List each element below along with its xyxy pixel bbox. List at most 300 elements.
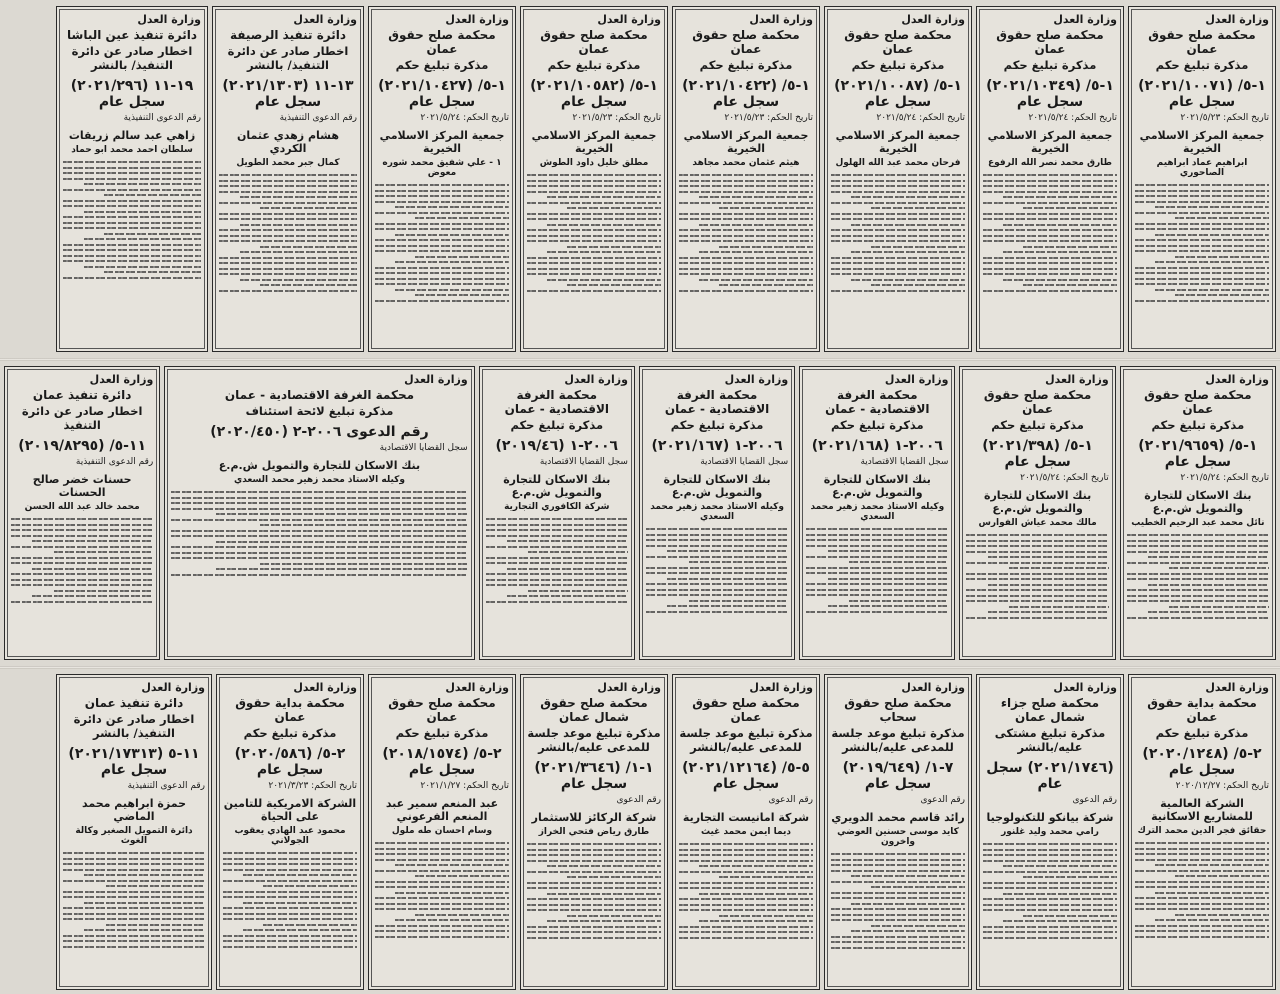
text-line: [63, 946, 205, 948]
text-line: [63, 863, 205, 865]
text-line: [983, 860, 1117, 862]
case-number: ١١-٥ (٢٠٢١/١٧٣١٣) سجل عام: [68, 746, 200, 778]
text-line: [831, 941, 965, 943]
text-line: [646, 594, 788, 596]
text-line: [240, 224, 357, 226]
legal-notice: [4, 366, 160, 660]
text-line: [216, 541, 468, 543]
ministry-name: وزارة العدل: [1053, 681, 1117, 694]
text-line: [11, 524, 153, 526]
text-line: [260, 207, 357, 209]
notice-body-text: [966, 534, 1108, 619]
party-sub: محمود عبد الهادي يعقوب الجولاني: [234, 826, 346, 846]
text-line: [527, 218, 661, 220]
text-line: [831, 919, 965, 921]
text-line: [983, 235, 1117, 237]
legal-notice: [672, 674, 820, 990]
notice-title: مذكرة تبليغ حكم: [1003, 58, 1097, 72]
text-line: [223, 852, 357, 854]
text-line: [375, 195, 509, 197]
text-line: [547, 865, 661, 867]
text-line: [547, 893, 661, 895]
party-sub: كايد موسى حسنين العوضي واخرون: [837, 827, 959, 847]
text-line: [527, 871, 661, 873]
case-number: ٢-٥/ (٢٠٢٠/٥٨٦) سجل عام: [234, 746, 346, 778]
text-line: [679, 191, 813, 193]
text-line: [1135, 881, 1269, 883]
text-line: [527, 849, 661, 851]
case-number: ٧-١/ (٢٠١٩/٦٤٩) سجل عام: [842, 760, 954, 792]
text-line: [1127, 562, 1269, 564]
text-line: [831, 290, 965, 292]
party-name: عبد المنعم سمير عبد المنعم الفرعوني: [385, 797, 499, 823]
text-line: [679, 931, 813, 933]
text-line: [63, 869, 205, 871]
text-line: [851, 930, 965, 932]
text-line: [1003, 893, 1117, 895]
party-sub: حقائق فجر الدين محمد الترك: [1137, 826, 1267, 836]
text-line: [1135, 267, 1269, 269]
text-line: [806, 534, 948, 536]
text-line: [983, 262, 1117, 264]
notice-body-text: [171, 491, 467, 576]
text-line: [219, 191, 357, 193]
legal-notice: [479, 366, 635, 660]
text-line: [679, 871, 813, 873]
party-name: الشركة الامريكية للتامين على الحياة: [223, 797, 357, 823]
ministry-name: وزارة العدل: [445, 13, 509, 26]
text-line: [1175, 256, 1269, 258]
text-line: [171, 530, 467, 532]
text-line: [63, 858, 205, 860]
text-line: [831, 229, 965, 231]
text-line: [806, 594, 948, 596]
text-line: [1135, 870, 1269, 872]
text-line: [1023, 284, 1117, 286]
text-line: [871, 886, 965, 888]
text-line: [679, 909, 813, 911]
text-line: [395, 864, 509, 866]
text-line: [988, 584, 1109, 586]
text-line: [219, 257, 357, 259]
text-line: [983, 904, 1117, 906]
text-line: [1148, 556, 1269, 558]
text-line: [699, 893, 813, 895]
case-number: ٢-٥/ (٢٠٢٠/١٢٤٨) سجل عام: [1142, 746, 1262, 778]
text-line: [54, 590, 154, 592]
notice-title: مذكرة تبليغ مشتكى عليه/بالنشر: [994, 726, 1106, 754]
party-name: بنك الاسكان للتجارة والتمويل ش.م.ع: [663, 473, 771, 499]
notice-title: مذكرة تبليغ حكم: [395, 726, 489, 740]
text-line: [223, 918, 357, 920]
text-line: [223, 896, 357, 898]
text-line: [63, 255, 201, 257]
text-line: [527, 290, 661, 292]
text-line: [699, 920, 813, 922]
text-line: [679, 849, 813, 851]
text-line: [1003, 251, 1117, 253]
text-line: [486, 584, 628, 586]
text-line: [243, 874, 357, 876]
notice-meta: رقم الدعوى: [920, 795, 965, 805]
legal-notice: [824, 674, 972, 990]
text-line: [171, 552, 467, 554]
court-name: محكمة الغرفة الاقتصادية - عمان: [504, 388, 609, 416]
party-sub: دائرة التمويل الصغير وكالة الغوث: [75, 826, 193, 846]
text-line: [567, 207, 661, 209]
legal-notice: [520, 674, 668, 990]
ministry-name: وزارة العدل: [901, 13, 965, 26]
text-line: [63, 172, 201, 174]
notice-meta: رقم الدعوى التنفيذية: [127, 781, 205, 791]
notice-body-text: [486, 518, 628, 603]
text-line: [375, 250, 509, 252]
text-line: [966, 589, 1108, 591]
text-line: [983, 898, 1117, 900]
text-line: [527, 860, 661, 862]
text-line: [375, 245, 509, 247]
text-line: [528, 590, 628, 592]
notice-title: اخطار صادر عن دائرة التنفيذ: [21, 404, 143, 432]
text-line: [679, 843, 813, 845]
notices-row-2: [0, 366, 1280, 660]
text-line: [1135, 903, 1269, 905]
notice-body-text: [1135, 842, 1269, 938]
text-line: [219, 180, 357, 182]
ministry-name: وزارة العدل: [137, 13, 201, 26]
text-line: [375, 267, 509, 269]
court-name: محكمة صلح حقوق سحاب: [844, 696, 952, 724]
text-line: [1135, 201, 1269, 203]
text-line: [223, 880, 357, 882]
text-line: [851, 196, 965, 198]
party-name: جمعية المركز الاسلامي الخيرية: [835, 129, 961, 155]
text-line: [1135, 250, 1269, 252]
text-line: [806, 528, 948, 530]
court-name: محكمة صلح حقوق عمان: [1148, 28, 1256, 56]
notice-body-text: [375, 184, 509, 302]
case-number: ١-٥/ (٢٠٢١/١٠٥٨٢) سجل عام: [530, 78, 658, 110]
legal-notice: [639, 366, 795, 660]
text-line: [983, 926, 1117, 928]
party-name: بنك الاسكان للتجارة والتمويل ش.م.ع: [1144, 489, 1252, 515]
notice-body-text: [983, 174, 1117, 292]
text-line: [395, 919, 509, 921]
text-line: [719, 284, 813, 286]
text-line: [63, 940, 205, 942]
notice-body-text: [1135, 184, 1269, 302]
party-name: جمعية المركز الاسلامي الخيرية: [683, 129, 809, 155]
notice-body-text: [11, 518, 153, 603]
text-line: [966, 534, 1108, 536]
text-line: [527, 904, 661, 906]
court-name: محكمة صلح حقوق عمان: [388, 28, 496, 56]
text-line: [831, 202, 965, 204]
case-number: ١-٥/ (٢٠٢١/٩٦٥٩) سجل عام: [1138, 438, 1258, 470]
text-line: [63, 277, 201, 279]
text-line: [1023, 876, 1117, 878]
text-line: [966, 578, 1108, 580]
text-line: [219, 273, 357, 275]
text-line: [851, 224, 965, 226]
case-number: (٢٠٢١/١٧٤٦) سجل عام: [986, 760, 1114, 792]
text-line: [219, 202, 357, 204]
text-line: [1155, 234, 1269, 236]
text-line: [679, 213, 813, 215]
notice-title: مذكرة تبليغ حكم: [1155, 726, 1249, 740]
party-name: بنك الاسكان للتجارة والتمويل ش.م.ع: [503, 473, 611, 499]
text-line: [667, 578, 788, 580]
text-line: [104, 271, 201, 273]
text-line: [11, 546, 153, 548]
text-line: [171, 502, 467, 504]
text-line: [527, 909, 661, 911]
text-line: [375, 283, 509, 285]
text-line: [63, 907, 205, 909]
text-line: [1135, 842, 1269, 844]
text-line: [983, 843, 1117, 845]
text-line: [983, 849, 1117, 851]
text-line: [646, 545, 788, 547]
text-line: [375, 228, 509, 230]
text-line: [486, 524, 628, 526]
notice-title: اخطار صادر عن دائرة التنفيذ/ بالنشر: [73, 712, 195, 740]
text-line: [375, 853, 509, 855]
text-line: [32, 540, 153, 542]
ministry-name: وزارة العدل: [445, 681, 509, 694]
notice-meta: سجل القضايا الاقتصادية: [860, 457, 949, 467]
text-line: [831, 859, 965, 861]
notice-meta: تاريخ الحكم: ٢٠٢١/٥/٢٤: [1020, 473, 1109, 483]
text-line: [828, 578, 949, 580]
text-line: [983, 931, 1117, 933]
court-name: محكمة صلح حقوق عمان: [692, 696, 800, 724]
text-line: [988, 611, 1109, 613]
text-line: [547, 224, 661, 226]
text-line: [415, 914, 509, 916]
party-sub: وكيله الاستاذ محمد زهير محمد السعدي: [233, 475, 405, 485]
party-sub: وسام احسان طه ملول: [391, 826, 493, 836]
text-line: [966, 562, 1108, 564]
court-name: دائرة تنفيذ الرصيفة: [229, 28, 347, 42]
case-number: ٥-٥/ (٢٠٢١/١٢١٦٤) سجل عام: [682, 760, 810, 792]
text-line: [719, 876, 813, 878]
text-line: [1127, 600, 1269, 602]
party-sub: ديما ايمن محمد غيث: [700, 827, 792, 837]
notice-meta: تاريخ الحكم: ٢٠٢١/٥/٢٤: [876, 113, 965, 123]
text-line: [983, 268, 1117, 270]
text-line: [527, 843, 661, 845]
legal-notice: [56, 674, 212, 990]
text-line: [63, 244, 201, 246]
ministry-name: وزارة العدل: [1045, 373, 1109, 386]
text-line: [375, 272, 509, 274]
legal-notice: [212, 6, 364, 352]
text-line: [1169, 567, 1269, 569]
party-sub: وكيله الاستاذ محمد زهير محمد السعدي: [650, 502, 784, 522]
notice-meta: رقم الدعوى التنفيذية: [123, 113, 201, 123]
text-line: [831, 892, 965, 894]
text-line: [547, 920, 661, 922]
text-line: [63, 161, 201, 163]
text-line: [679, 235, 813, 237]
ministry-name: وزارة العدل: [884, 373, 949, 386]
text-line: [486, 601, 628, 603]
text-line: [171, 491, 467, 493]
text-line: [219, 174, 357, 176]
text-line: [983, 290, 1117, 292]
text-line: [831, 897, 965, 899]
text-line: [415, 875, 509, 877]
text-line: [223, 940, 357, 942]
text-line: [415, 294, 509, 296]
text-line: [527, 926, 661, 928]
text-line: [851, 875, 965, 877]
text-line: [679, 240, 813, 242]
text-line: [1127, 545, 1269, 547]
text-line: [983, 909, 1117, 911]
notice-meta: سجل القضايا الاقتصادية: [379, 443, 468, 453]
court-name: محكمة صلح حقوق عمان: [983, 388, 1092, 416]
text-line: [171, 535, 467, 537]
party-name: شركة الركائز للاستثمار: [531, 811, 657, 824]
party-sub: طارق محمد نصر الله الرفوع: [987, 158, 1113, 168]
text-line: [1135, 223, 1269, 225]
text-line: [567, 876, 661, 878]
text-line: [375, 886, 509, 888]
text-line: [84, 929, 205, 931]
text-line: [871, 207, 965, 209]
text-line: [32, 568, 153, 570]
text-line: [486, 535, 628, 537]
text-line: [527, 882, 661, 884]
text-line: [63, 189, 201, 191]
text-line: [527, 268, 661, 270]
text-line: [84, 238, 201, 240]
text-line: [849, 600, 949, 602]
text-line: [831, 870, 965, 872]
text-line: [646, 611, 788, 613]
text-line: [1003, 196, 1117, 198]
text-line: [679, 229, 813, 231]
legal-notice: [1128, 674, 1276, 990]
ministry-name: وزارة العدل: [293, 13, 357, 26]
text-line: [1155, 206, 1269, 208]
case-number: ١-١/ (٢٠٢١/٣٦٤٦) سجل عام: [534, 760, 654, 792]
case-number: ١-٥/ (٢٠٢١/١٠٠٨٧) سجل عام: [834, 78, 962, 110]
text-line: [11, 562, 153, 564]
text-line: [983, 871, 1117, 873]
text-line: [223, 946, 357, 948]
ministry-name: وزارة العدل: [1205, 681, 1269, 694]
text-line: [375, 870, 509, 872]
text-line: [1127, 578, 1269, 580]
case-number: ٢-٥/ (٢٠١٨/١٥٧٤) سجل عام: [382, 746, 502, 778]
text-line: [375, 212, 509, 214]
case-number: ١-٥/ (٢٠٢١/١٠٠٧١) سجل عام: [1138, 78, 1266, 110]
notice-meta: تاريخ الحكم: ٢٠٢٠/١٢/٢٧: [1175, 781, 1269, 791]
text-line: [395, 892, 509, 894]
case-number: ٢٠٠٦-١ (٢٠١٩/٤٦): [495, 438, 619, 454]
text-line: [831, 174, 965, 176]
text-line: [11, 579, 153, 581]
text-line: [1023, 246, 1117, 248]
text-line: [375, 925, 509, 927]
notice-meta: رقم الدعوى: [1072, 795, 1117, 805]
text-line: [1148, 584, 1269, 586]
ministry-name: وزارة العدل: [141, 681, 205, 694]
court-name: محكمة صلح حقوق عمان: [844, 28, 952, 56]
text-line: [216, 568, 468, 570]
text-line: [63, 167, 201, 169]
notice-meta: تاريخ الحكم: ٢٠٢١/٥/٢٣: [1180, 113, 1269, 123]
text-line: [219, 213, 357, 215]
notice-title: اخطار صادر عن دائرة التنفيذ/ بالنشر: [227, 44, 349, 72]
party-name: بنك الاسكان للتجارة والتمويل ش.م.ع: [983, 489, 1092, 515]
text-line: [1127, 589, 1269, 591]
ministry-name: وزارة العدل: [749, 681, 813, 694]
text-line: [375, 223, 509, 225]
text-line: [1135, 848, 1269, 850]
legal-notice: [56, 6, 208, 352]
text-line: [223, 913, 357, 915]
case-number: ١-٥/ (٢٠٢١/١٠٤٢٢) سجل عام: [682, 78, 810, 110]
text-line: [527, 213, 661, 215]
text-line: [395, 289, 509, 291]
text-line: [223, 891, 357, 893]
text-line: [849, 561, 949, 563]
notice-meta: تاريخ الحكم: ٢٠٢١/٥/٢٤: [1180, 473, 1269, 483]
party-name: حسنات خضر صالح الحسنات: [32, 473, 132, 499]
notice-meta: تاريخ الحكم: ٢٠٢١/٥/٢٣: [724, 113, 813, 123]
notice-body-text: [527, 843, 661, 939]
fold-line-bottom: [0, 666, 1280, 669]
notice-body-text: [1127, 534, 1269, 619]
notice-body-text: [806, 528, 948, 613]
court-name: محكمة صلح حقوق عمان: [540, 28, 648, 56]
text-line: [1155, 289, 1269, 291]
court-name: محكمة صلح حقوق شمال عمان: [540, 696, 648, 724]
text-line: [828, 605, 949, 607]
text-line: [171, 546, 467, 548]
party-sub: ١ - علي شفيق محمد شوره معوض: [382, 158, 502, 178]
text-line: [679, 262, 813, 264]
text-line: [966, 573, 1108, 575]
text-line: [679, 268, 813, 270]
text-line: [486, 518, 628, 520]
ministry-name: وزارة العدل: [293, 681, 357, 694]
text-line: [983, 191, 1117, 193]
text-line: [507, 595, 628, 597]
text-line: [831, 936, 965, 938]
text-line: [679, 937, 813, 939]
text-line: [1175, 294, 1269, 296]
text-line: [1175, 875, 1269, 877]
text-line: [63, 880, 205, 882]
text-line: [983, 185, 1117, 187]
text-line: [679, 290, 813, 292]
text-line: [375, 930, 509, 932]
ministry-name: وزارة العدل: [1053, 13, 1117, 26]
notice-meta: سجل القضايا الاقتصادية: [539, 457, 628, 467]
text-line: [1135, 925, 1269, 927]
notice-body-text: [679, 843, 813, 939]
text-line: [223, 907, 357, 909]
text-line: [831, 262, 965, 264]
text-line: [486, 573, 628, 575]
text-line: [63, 852, 205, 854]
notices-row-1: [0, 6, 1280, 352]
